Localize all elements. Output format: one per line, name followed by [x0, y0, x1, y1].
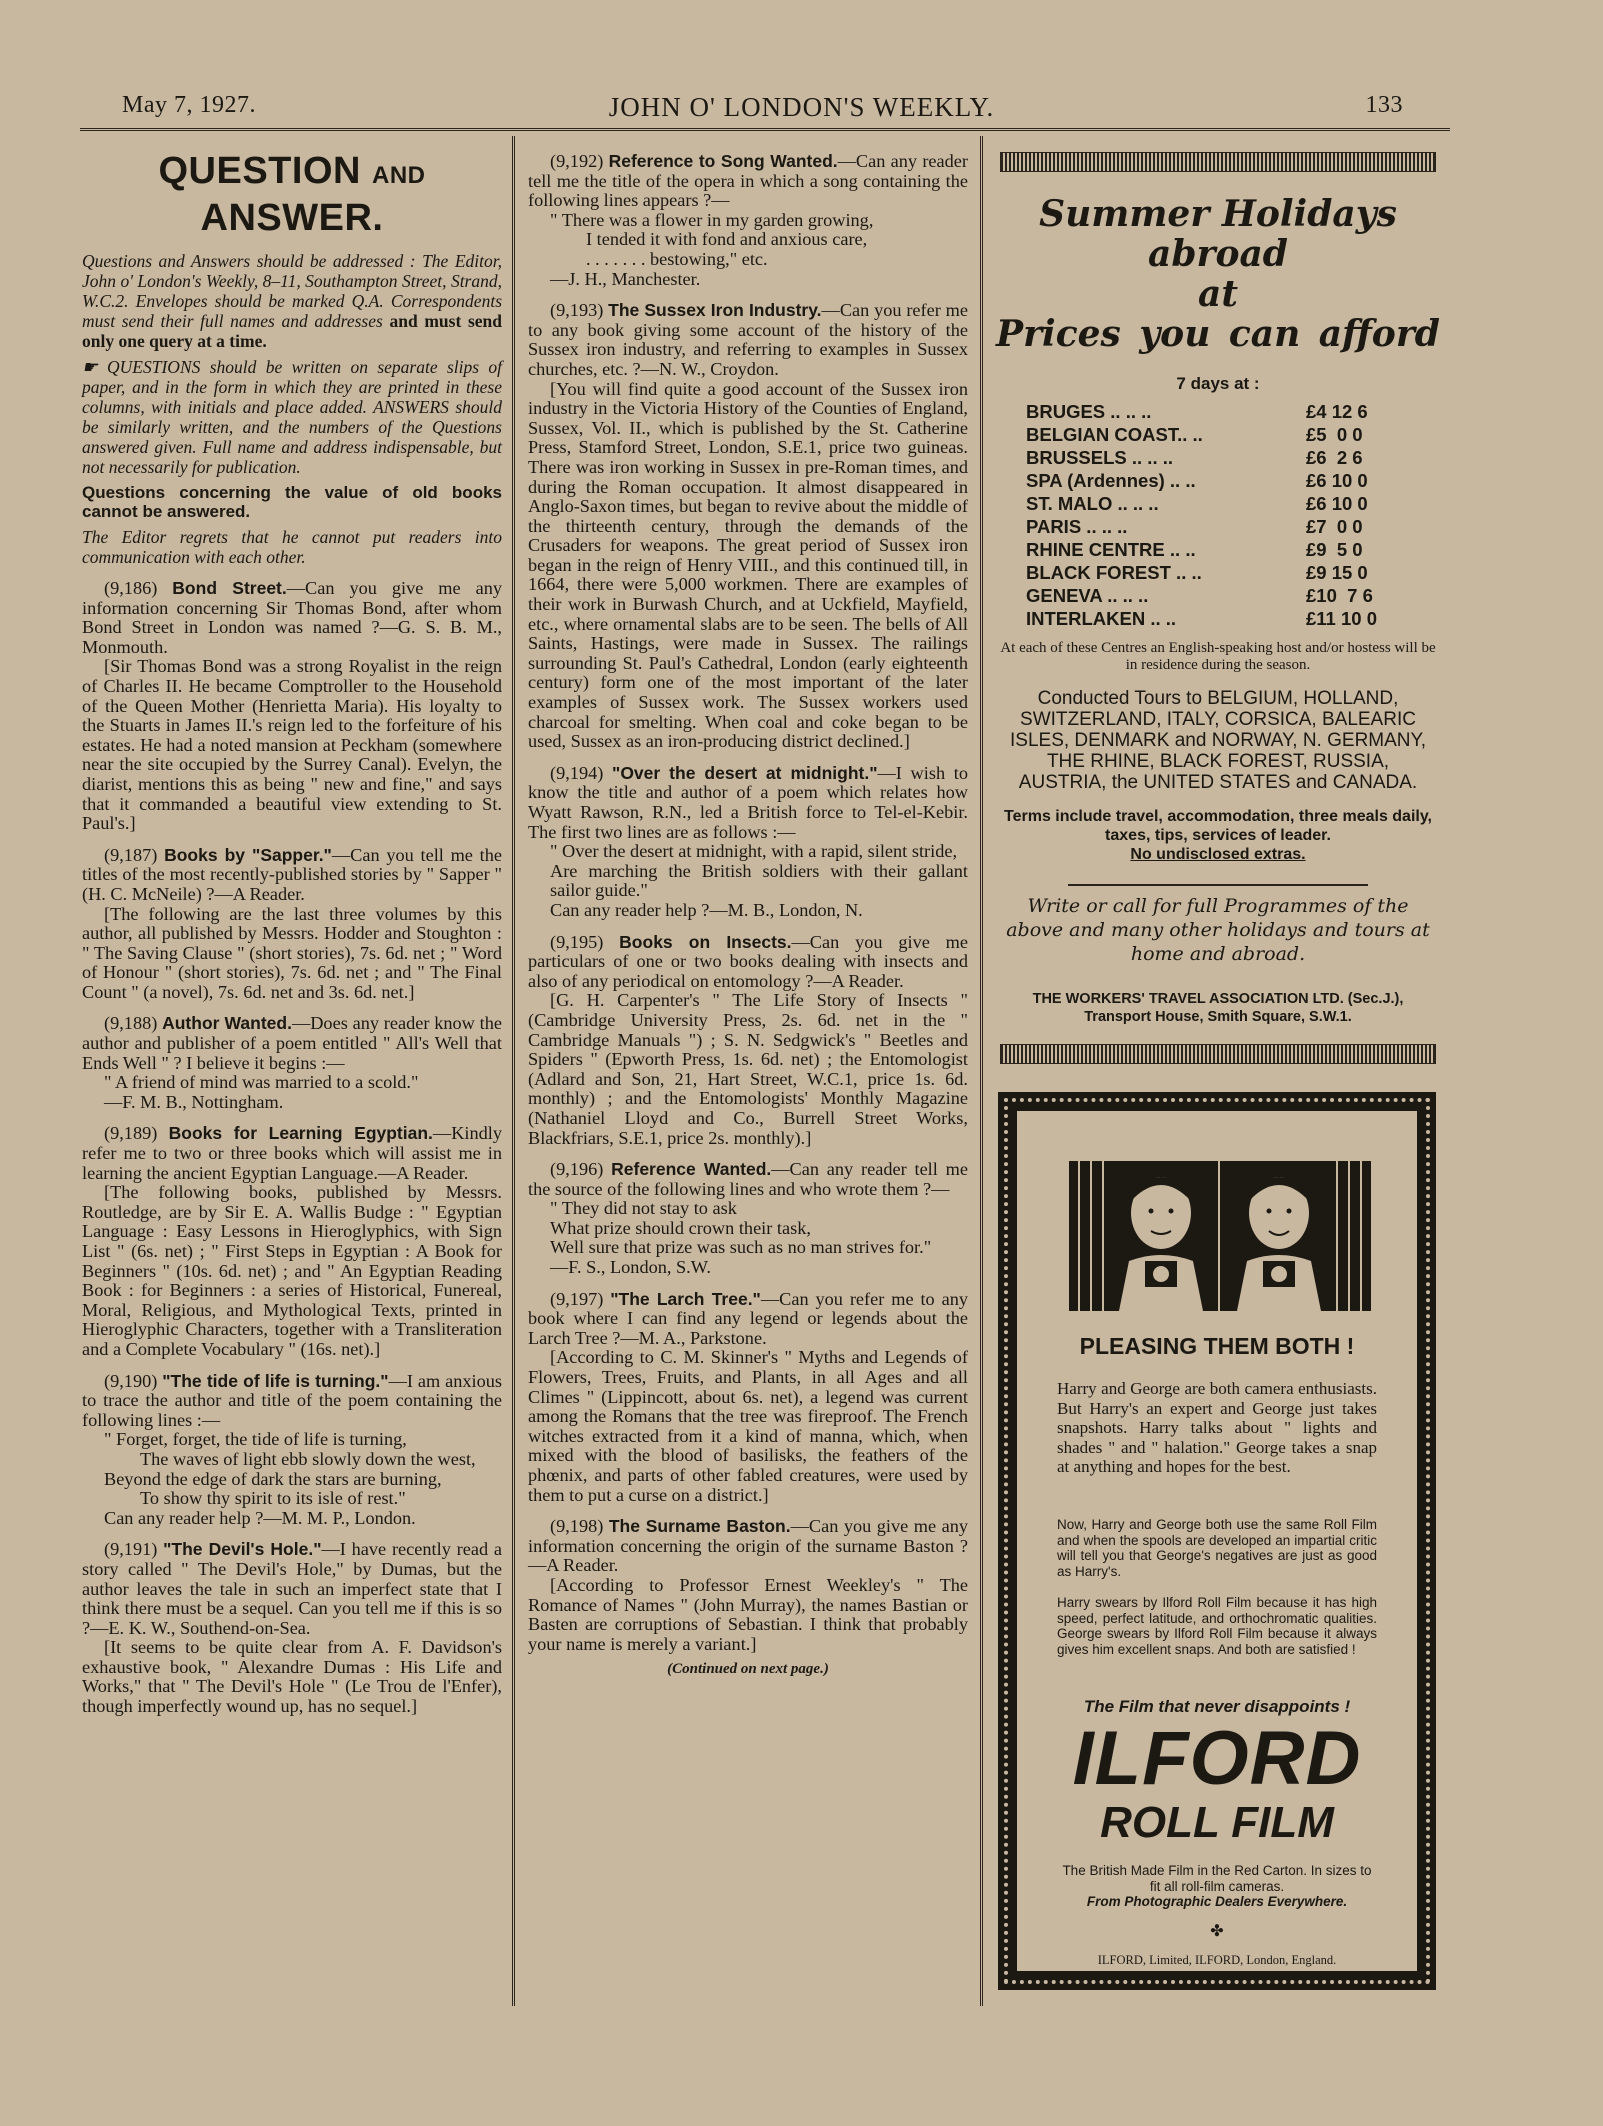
question-9196: (9,196) Reference Wanted.—Can any reader tell me the source of the following lines and who wrote them ?— " They did not stay to ask What prize should crown their task, Well sure that prize was such as no man strives for." —F. S., London, S.W. — [528, 1159, 968, 1278]
price-city: BRUGES .. .. .. — [1026, 401, 1152, 422]
film-ad-footer-text: The British Made Film in the Red Carton. In sizes to fit all roll-film cameras. From Photographic Dealers Everywhere. — [1062, 1863, 1372, 1909]
question-9187: (9,187) Books by "Sapper."—Can you tell me the titles of the most recently-published stories by " Sapper " (H. C. McNeile) ?—A Reader. [The following are the last three volumes by this author, all published by Messrs. Hodder and Stoughton : " The Saving Clause " (short stories), 7s. 6d. net ; " Word of Honour " (short stories), 7s. 6d. net ; and " The Final Count " (a novel), 7s. 6d. net and 3s. 6d. net.] — [82, 844, 502, 1002]
price-amount: £6 10 0 — [1306, 493, 1368, 514]
price-city: RHINE CENTRE .. .. — [1026, 539, 1196, 560]
question-9195: (9,195) Books on Insects.—Can you give me particulars of one or two books dealing with insects and also of any periodical on entomology ?—A Reader. [G. H. Carpenter's " The Life Story of Insects " (Cambridge University Press, 2s. 6d. net in the " Cambridge Manuals ") ; S. N. Sedgwick's " Beetles and Spiders " (Epworth Press, 1s. 6d. net) ; the Entomologist (Adlard and Son, 21, Hart Street, W.C.1, price 1s. 6d. monthly) ; and the Entomologists' Monthly Magazine (Nathaniel Lloyd and Co., Burrell Street Works, Blackfriars, S.E.1, price 2s. monthly).] — [528, 931, 969, 1148]
association-address: THE WORKERS' TRAVEL ASSOCIATION LTD. (Sec.J.), Transport House, Smith Square, S.W.1. — [1032, 991, 1404, 1025]
price-city: BELGIAN COAST.. .. — [1026, 424, 1203, 445]
film-ad-paragraph-3: Harry swears by Ilford Roll Film because it has high speed, perfect latitude, and orthochromatic qualities. George swears by Ilford Roll Film because it always gives him excellent snaps. And both are satisfied ! — [1057, 1595, 1377, 1657]
film-ad-paragraph-2: Now, Harry and George both use the same Roll Film and when the spools are developed an impartial critic will tell you that George's negatives are just as good as Harry's. — [1057, 1517, 1377, 1579]
price-row — [1026, 469, 1406, 492]
price-row — [1026, 561, 1406, 584]
price-row — [1026, 492, 1406, 515]
write-call-text: Write or call for full Programmes of the above and many other holidays and tours at home and abroad. — [1006, 895, 1430, 965]
header-rule — [80, 128, 1450, 131]
question-9186: (9,186) Bond Street.—Can you give me any information concerning Sir Thomas Bond, after whom Bond Street in London was named ?—G. S. B. M., Monmouth. [Sir Thomas Bond was a strong Royalist in the reign of Charles II. He became Comptroller to the Household of the Queen Mother (Henrietta Maria). His loyalty to the Stuarts in James II.'s reign led to the forfeiture of his estates. He had a noted mansion at Peckham (somewhere near the site occupied by the Surrey Canal). Evelyn, the diarist, mentions this as being " new and fine," and says that it commanded a beautiful view extending to St. Paul's.] — [82, 578, 503, 834]
price-amount: £9 15 0 — [1306, 562, 1368, 583]
price-amount: £6 2 6 — [1306, 447, 1363, 468]
price-city: SPA (Ardennes) .. .. — [1026, 470, 1196, 491]
decorative-border-top — [1000, 152, 1436, 172]
price-row — [1026, 400, 1406, 423]
tours-list: Conducted Tours to BELGIUM, HOLLAND, SWITZERLAND, ITALY, CORSICA, BALEARIC ISLES, DENMARK and NORWAY, N. GERMANY, THE RHINE, BLACK FOREST, RUSSIA, AUSTRIA, the UNITED STATES and CANADA. — [1010, 688, 1427, 793]
answer-9191: [It seems to be quite clear from A. F. Davidson's exhaustive book, " Alexandre Dumas : His Life and Works," that " The Devil's Hole " (Le Trou de l'Enfer), though imperfectly wound up, has no sequel.] — [82, 1637, 502, 1717]
issue-date: May 7, 1927. — [122, 92, 256, 118]
price-list — [1026, 400, 1406, 630]
answer-9187: [The following are the last three volumes by this author, all published by Messrs. Hodder and Stoughton : " The Saving Clause " (short stories), 7s. 6d. net ; " Word of Honour " (short stories), 7s. 6d. net ; and " The Final Count " (a novel), 7s. 6d. net and 3s. 6d. net.] — [82, 903, 502, 1002]
question-9198: (9,198) The Surname Baston.—Can you give me any information concerning the origin of the surname Baston ?—A Reader. [According to Professor Ernest Weekley's " The Romance of Names " (John Murray), the names Bastian or Basten are corruptions of Sebastian. I think that probably your name is merely a variant.] — [528, 1516, 968, 1654]
question-9190: (9,190) "The tide of life is turning."—I am anxious to trace the author and title of the poem containing the following lines :— " Forget, forget, the tide of life is turning, The waves of light ebb slowly down the west, Beyond the edge of dark the stars are burning, To show thy spirit to its isle of rest." Can any reader help ?—M. M. P., London. — [82, 1370, 502, 1528]
intro-address: Questions and Answers should be addressed : The Editor, John o' London's Weekly, 8–11, Southampton Street, Strand, W.C.2. Envelopes should be marked Q.A. Correspondents must send their full names and addresses and must send only one query at a time. — [82, 251, 502, 351]
answer-9198: [According to Professor Ernest Weekley's " The Romance of Names " (John Murray), the names Bastian or Basten are corruptions of Sebastian. I think that probably your name is merely a variant.] — [528, 1574, 968, 1654]
masthead-title: JOHN O' LONDON'S WEEKLY. — [608, 92, 995, 122]
column-1 — [82, 140, 502, 1717]
two-photographers-illustration — [1069, 1161, 1371, 1311]
continued-note: (Continued on next page.) — [667, 1661, 829, 1678]
page-number: 133 — [1365, 92, 1403, 118]
answer-9186: [Sir Thomas Bond was a strong Royalist in the reign of Charles II. He became Comptroller to the Household of the Queen Mother (Henrietta Maria). His loyalty to the Stuarts in James II.'s reign led to the forfeiture of his estates. He had a noted mansion at Peckham (somewhere near the site occupied by the Surrey Canal). Evelyn, the diarist, mentions this as being " new and fine," and says that it commanded a beautiful view extending to St. Paul's.] — [82, 656, 502, 834]
price-city: ST. MALO .. .. .. — [1026, 493, 1159, 514]
roll-film-label: ROLL FILM — [1100, 1798, 1334, 1847]
price-amount: £4 12 6 — [1306, 401, 1368, 422]
intro-regret: The Editor regrets that he cannot put readers into communication with each other. — [82, 527, 502, 567]
divider-rule — [1068, 884, 1368, 886]
question-9193: (9,193) The Sussex Iron Industry.—Can you refer me to any book giving some account of the history of the Sussex iron industry, and referring to examples in Sussex churches, etc. ?—N. W., Croydon. [You will find quite a good account of the Sussex iron industry in the Victoria History of the Counties of England, Sussex, Vol. II., which is published by the St. Catherine Press, Stamford Street, London, S.E.1, price two guineas. There was iron working in Sussex in pre-Roman times, and during the Roman occupation. It almost disappeared in Anglo-Saxon times, but began to revive about the middle of the thirteenth century, through the demands of the Crusaders for weapons. The great period of Sussex iron began in the reign of Henry VIII., and this continued till, in 1664, there were 5,000 workmen. There are examples of their work in Burwash Church, and at Uckfield, Mayfield, etc., where ornamental slabs are to be seen. The bells of All Saints, Hastings, were made in Sussex. The railings surrounding St. Paul's Cathedral, London (early eighteenth century) form one of the most important of the later examples of Sussex work. The Sussex workers used charcoal for smelting. When coal and coke began to be used, Sussex as an iron-producing district declined.] — [528, 300, 968, 752]
price-city: PARIS .. .. .. — [1026, 516, 1128, 537]
price-amount: £6 10 0 — [1306, 470, 1368, 491]
section-title: QUESTION AND ANSWER. — [158, 150, 426, 239]
host-note: At each of these Centres an English-speaking host and/or hostess will be in residence during the season. — [1000, 640, 1436, 673]
ilford-advertisement — [998, 1092, 1436, 1990]
film-ad-heading: PLEASING THEM BOTH ! — [1079, 1333, 1355, 1359]
intro-instructions: ☛ QUESTIONS should be written on separate slips of paper, and in the form in which they are printed in these columns, with initials and place added. ANSWERS should be similarly written, and the numbers of the Questions answered given. Full name and address indispensable, but not necessarily for publication. — [82, 357, 502, 477]
answer-9197: [According to C. M. Skinner's " Myths and Legends of Flowers, Trees, Fruits, and Plants, in all Ages and all Climes " (Lippincott, about 6s. net), a legend was current among the Romans that the tree was fireproof. The French witches extracted from it a kind of manna, which, when mixed with the blood of basilisks, the feathers of the phœnix, and parts of other fabled creatures, were used by them to put a curse on a district.] — [528, 1347, 968, 1505]
price-row — [1026, 607, 1406, 630]
answer-9193: [You will find quite a good account of the Sussex iron industry in the Victoria History of the Counties of England, Sussex, Vol. II., which is published by the St. Catherine Press, Stamford Street, London, S.E.1, price two guineas. There was iron working in Sussex in pre-Roman times, and during the Roman occupation. It almost disappeared in Anglo-Saxon times, but began to revive about the middle of the thirteenth century, through the demands of the Crusaders for weapons. The great period of Sussex iron began in the reign of Henry VIII., and this continued till, in 1664, there were 5,000 workmen. There are examples of their work in Burwash Church, and at Uckfield, Mayfield, etc., where ornamental slabs are to be seen. The bells of All Saints, Hastings, were made in Sussex. The railings surrounding St. Paul's Cathedral, London (early eighteenth century) form one of the most important of the later examples of Sussex work. The Sussex workers used charcoal for smelting. When coal and coke began to be used, Sussex as an iron-producing district declined.] — [528, 378, 968, 752]
price-row — [1026, 515, 1406, 538]
price-amount: £7 0 0 — [1306, 516, 1363, 537]
question-9194: (9,194) "Over the desert at midnight."—I wish to know the title and author of a poem which relates how Wyatt Rawson, R.N., led a British force to Tel-el-Kebir. The first two lines are as follows :— " Over the desert at midnight, with a rapid, silent stride, Are marching the British soldiers with their gallant sailor guide." Can any reader help ?—M. B., London, N. — [528, 762, 969, 920]
question-9191: (9,191) "The Devil's Hole."—I have recently read a story called " The Devil's Hole," by Dumas, but the author leaves the tale in such an imperfect state that I think there must be a sequel. Can you tell me if this is so ?—E. K. W., Southend-on-Sea. [It seems to be quite clear from A. F. Davidson's exhaustive book, " Alexandre Dumas : His Life and Works," that " The Devil's Hole " (Le Trou de l'Enfer), though imperfectly wound up, has no sequel.] — [82, 1539, 502, 1717]
question-9189: (9,189) Books for Learning Egyptian.—Kindly refer me to two or three books which will assist me in learning the ancient Egyptian Language.—A Reader. [The following books, published by Messrs. Routledge, are by Sir E. A. Wallis Budge : " Egyptian Language : Easy Lessons in Hieroglyphics, with Sign List " (6s. net) ; " First Steps in Egyptian : A Book for Beginners " (10s. 6d. net) ; and " An Egyptian Reading Book : for Beginners : a series of Historical, Funereal, Moral, Religious, and Mythological Texts, printed in Hieroglyphic Characters, together with a Transliteration and a Complete Vocabulary " (16s. net).] — [82, 1123, 502, 1359]
days-label: 7 days at : — [1176, 374, 1260, 393]
price-amount: £10 7 6 — [1306, 585, 1373, 606]
travel-ad-title: Summer Holidays abroad at Prices you can afford — [996, 193, 1440, 355]
price-city: INTERLAKEN .. .. — [1026, 608, 1177, 629]
intro-notice: Questions concerning the value of old books cannot be answered. — [82, 483, 502, 521]
price-amount: £5 0 0 — [1306, 424, 1363, 445]
travel-advertisement — [996, 152, 1440, 1064]
price-amount: £11 10 0 — [1306, 608, 1377, 629]
film-ad-paragraph-1: Harry and George are both camera enthusiasts. But Harry's an expert and George just takes snapshots. Harry talks about " lights and shades " and " halation." George takes a snap at anything and hopes for the best. — [1057, 1379, 1377, 1477]
column-2 — [528, 140, 968, 1680]
price-row — [1026, 446, 1406, 469]
answer-9195: [G. H. Carpenter's " The Life Story of Insects " (Cambridge University Press, 2s. 6d. net in the " Cambridge Manuals ") ; S. N. Sedgwick's " Beetles and Spiders " (Epworth Press, 1s. 6d. net) ; the Entomologist (Adlard and Son, 21, Hart Street, W.C.1, price 1s. 6d. monthly) ; and the Entomologists' Monthly Magazine (Nathaniel Lloyd and Co., Burrell Street Works, Blackfriars, S.E.1, price 2s. monthly).] — [528, 990, 968, 1148]
decorative-border-bottom — [1000, 1044, 1436, 1064]
ornament-icon: ✤ — [1210, 1923, 1224, 1940]
price-city: BLACK FOREST .. .. — [1026, 562, 1202, 583]
price-row — [1026, 423, 1406, 446]
terms: Terms include travel, accommodation, three meals daily, taxes, tips, services of leader. No undisclosed extras. — [1004, 808, 1432, 863]
question-9192: (9,192) Reference to Song Wanted.—Can any reader tell me the title of the opera in which a song containing the following lines appears ?— " There was a flower in my garden growing, I tended it with fond and anxious care, . . . . . . . bestowing," etc. —J. H., Manchester. — [528, 151, 968, 289]
question-9197: (9,197) "The Larch Tree."—Can you refer me to any book where I can find any legend or legends about the Larch Tree ?—M. A., Parkstone. [According to C. M. Skinner's " Myths and Legends of Flowers, Trees, Fruits, and Plants, in all Ages and all Climes " (Lippincott, about 6s. net), a legend was current among the Romans that the tree was fireproof. The French witches extracted from it a kind of manna, which, when mixed with the blood of basilisks, the feathers of the phœnix, and parts of other fabled creatures, were used by them to put a curse on a district.] — [528, 1288, 968, 1505]
column-divider-2 — [980, 136, 983, 2006]
price-row — [1026, 538, 1406, 561]
answer-9189: [The following books, published by Messrs. Routledge, are by Sir E. A. Wallis Budge : " Egyptian Language : Easy Lessons in Hieroglyphics, with Sign List " (6s. net) ; " First Steps in Egyptian : A Book for Beginners " (10s. 6d. net) ; and " An Egyptian Reading Book : for Beginners : a series of Historical, Funereal, Moral, Religious, and Mythological Texts, printed in Hieroglyphic Characters, together with a Transliteration and a Complete Vocabulary " (16s. net).] — [82, 1182, 502, 1359]
question-9188: (9,188) Author Wanted.—Does any reader know the author and publisher of a poem entitled " All's Well that Ends Well " ? I believe it begins :— " A friend of mind was married to a scold." —F. M. B., Nottingham. — [82, 1013, 502, 1112]
ilford-brand: ILFORD — [1072, 1716, 1362, 1801]
film-tagline: The Film that never disappoints ! — [1083, 1697, 1351, 1716]
price-city: GENEVA .. .. .. — [1026, 585, 1149, 606]
price-amount: £9 5 0 — [1306, 539, 1363, 560]
price-city: BRUSSELS .. .. .. — [1026, 447, 1173, 468]
price-row — [1026, 584, 1406, 607]
ilford-address: ILFORD, Limited, ILFORD, London, England. — [1097, 1953, 1337, 1967]
column-divider-1 — [512, 136, 515, 2006]
